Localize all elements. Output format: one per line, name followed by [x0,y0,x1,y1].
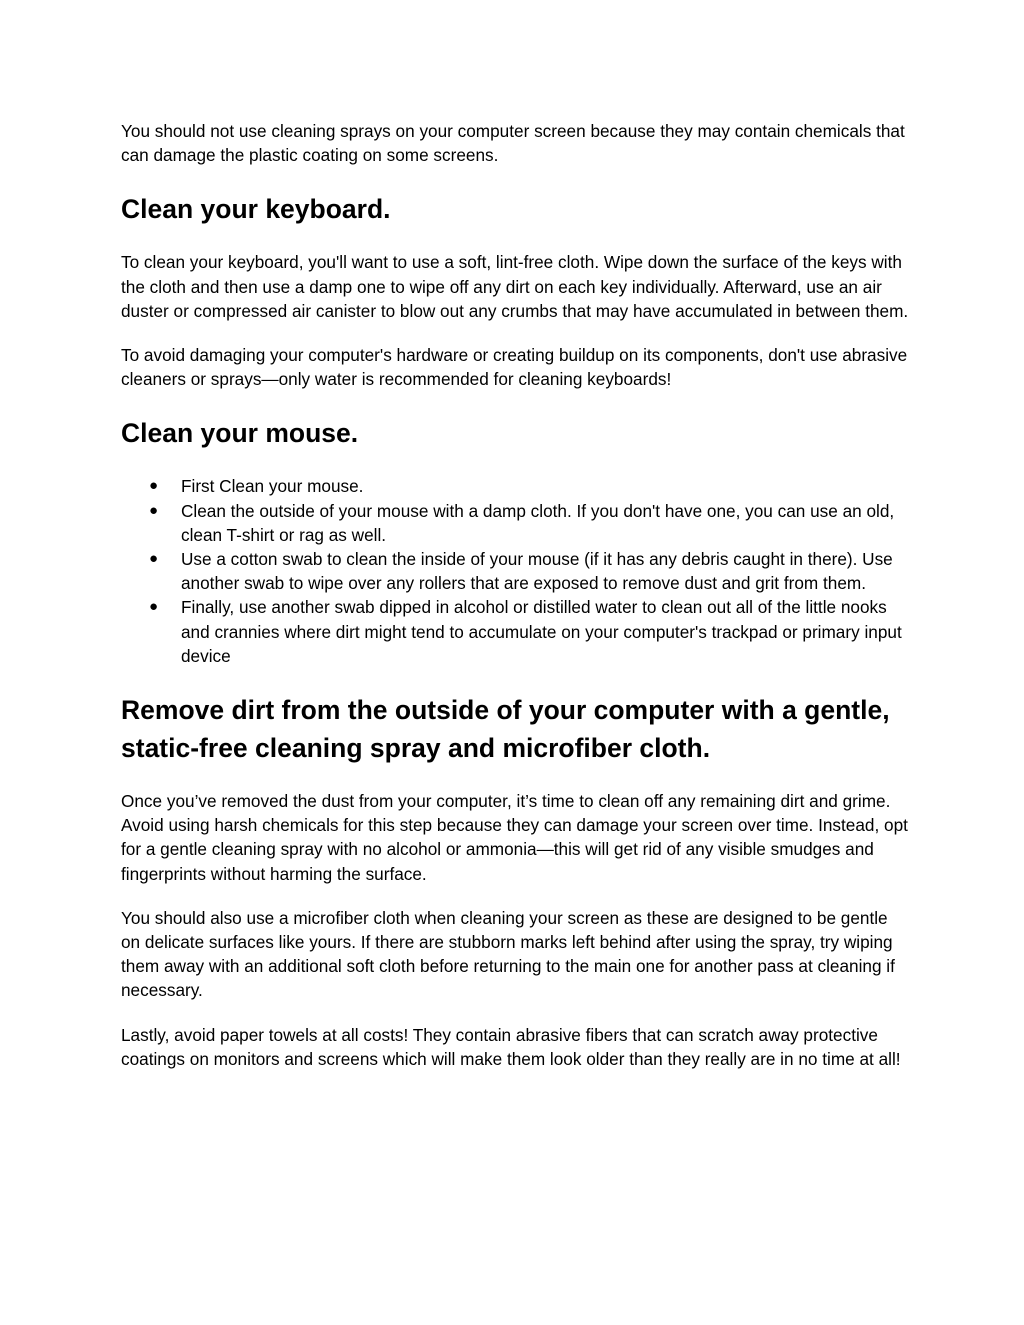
list-item [121,595,911,668]
list-item-text: Clean the outside of your mouse with a damp cloth. If you don't have one, you can use an old, clean T-shirt or rag as well. [181,500,895,545]
intro-paragraph: You should not use cleaning sprays on your computer screen because they may contain chemicals that can damage the plastic coating on some screens. [121,121,905,166]
list-item-text: Use a cotton swab to clean the inside of your mouse (if it has any debris caught in there). Use another swab to wipe over any rollers that are exposed to remove dust and grit from them. [181,549,893,594]
exterior-paragraph-1: Once you’ve removed the dust from your computer, it’s time to clean off any remaining dirt and grime. Avoid using harsh chemicals for this step because they can damage your screen over time. Instead, opt for a gentle cleaning spray with no alcohol or ammonia—this will get rid of any visible smudges and fingerprints without harming the surface. [121,791,908,884]
bullet-marker: ● [149,501,159,519]
exterior-paragraph-2: You should also use a microfiber cloth when cleaning your screen as these are designed to be gentle on delicate surfaces like yours. If there are stubborn marks left behind after using the spray, try wiping them away with an additional soft cloth before returning to the main one for another pass at cleaning if necessary. [121,907,895,1001]
keyboard-heading: Clean your keyboard. [121,194,391,225]
document-page [121,119,911,1071]
list-item [121,547,911,595]
mouse-heading: Clean your mouse. [121,418,359,449]
exterior-paragraph-3: Lastly, avoid paper towels at all costs! They contain abrasive fibers that can scratch away protective coatings on monitors and screens which will make them look older than they really are in no time at all! [121,1024,901,1069]
bullet-marker: ● [149,598,159,616]
exterior-heading: Remove dirt from the outside of your computer with a gentle, static-free cleaning spray and microfiber cloth. [121,695,890,764]
list-item [121,499,911,547]
bullet-marker: ● [149,550,159,568]
list-item [121,474,911,498]
keyboard-paragraph-1: To clean your keyboard, you'll want to use a soft, lint-free cloth. Wipe down the surface of the keys with the cloth and then use a damp one to wipe off any dirt on each key individually. Afterward, use an air duster or compressed air canister to blow out any crumbs that may have accumulated in between them. [121,252,909,321]
keyboard-paragraph-2: To avoid damaging your computer's hardware or creating buildup on its components, don't use abrasive cleaners or sprays—only water is recommended for cleaning keyboards! [121,345,908,390]
bullet-marker: ● [149,477,159,495]
list-item-text: Finally, use another swab dipped in alcohol or distilled water to clean out all of the little nooks and crannies where dirt might tend to accumulate on your computer's trackpad or primary input device [181,597,902,666]
mouse-bullet-list [121,474,911,668]
list-item-text: First Clean your mouse. [181,476,364,497]
